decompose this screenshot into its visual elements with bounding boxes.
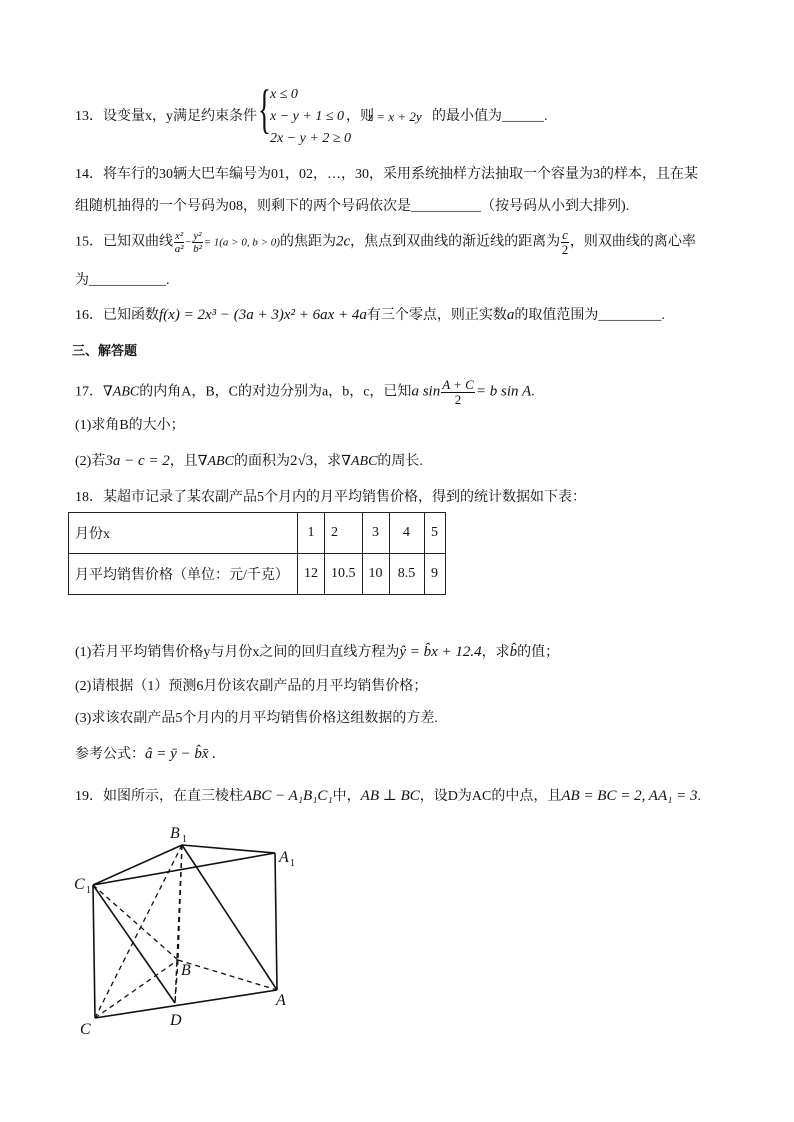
edge-c1-d [93,885,175,1003]
q13-brace: { [258,79,271,139]
q16-mid: 有三个零点，则正实数 [366,308,507,323]
q13-constraint-1: x ≤ 0 [270,87,298,102]
q18-table [68,512,446,595]
q17-p2d: ，求 [313,454,342,469]
section-3-heading: 三、解答题 [72,344,138,359]
q15-mid1: 的焦距为 [279,234,336,250]
q17-p2tri: ∇ABC [197,454,234,469]
q19-mid1: 中， [332,789,361,804]
q15-prefix: 15．已知双曲线 [75,234,173,250]
q18-month: 2 [325,513,363,554]
q13-prefix: 13．设变量x，y满足约束条件 [75,109,257,124]
q18-row2-label: 月平均销售价格（单位：元/千克） [69,554,298,595]
q18-p1b: ，求 [481,645,510,660]
q18-p1a: (1)若月平均销售价格y与月份x之间的回归直线方程为 [75,645,400,660]
edge-b1-b [178,845,182,960]
q17-line [75,378,535,407]
q16-prefix: 16．已知函数 [75,308,159,323]
q15-focal: 2c [335,233,351,250]
q17-part2 [75,452,423,471]
edge-c1-a1 [93,853,275,885]
edge-c1-b [93,885,178,960]
q17-p2b: ，且 [169,454,198,469]
q17-p2a: (2)若 [75,454,106,469]
label-d: D [170,1012,182,1029]
label-a: A [276,992,286,1009]
label-a1-sub: 1 [290,858,295,869]
q18-price: 12 [298,554,325,595]
q19-prefix: 19．如图所示，在直三棱柱 [75,789,243,804]
q15-line1 [75,228,696,257]
table-row [69,513,446,554]
q19-perp: AB ⊥ BC [360,788,420,804]
q18-row1-label: 月份x [69,513,298,554]
q13-mid: ，则 [346,109,374,124]
edge-c1-b1 [93,845,182,885]
edge-b1-c [95,845,182,1018]
q13-objective: z = x + 2y [368,109,422,124]
q19-end: . [697,789,701,804]
label-a1: A [279,849,289,866]
q17-frac: $\frac{A + C}{2}$ [442,377,474,407]
q15-cond: = 1(a > 0, b > 0) [203,236,280,249]
q18-month: 1 [298,513,325,554]
q17-p2area: 2√3 [289,453,314,469]
q19-line [75,787,701,806]
q14-line1: 14．将车行的30辆大巴车编号为01，02，…，30，采用系统抽样方法抽取一个容量为3的样本，且在某 [75,167,698,182]
q17-mid: 的内角A，B，C的对边分别为a，b，c，已知 [139,384,412,400]
q17-part1: (1)求角B的大小； [75,418,185,433]
q18-ref-label: 参考公式： [75,747,145,762]
q18-p1eq: ŷ = b̂x + 12.4 [399,644,482,660]
edge-c-b [95,960,178,1018]
q18-reference [75,745,216,764]
label-c1-sub: 1 [86,885,91,896]
q18-month: 5 [424,513,445,554]
edge-b1-a1 [182,845,275,853]
q18-price: 10.5 [325,554,363,595]
q17-lhs: a sin [411,383,441,400]
q17-p2tri2: ∇ABC [341,454,378,469]
q18-ref-formula: â = ȳ − b̂x̄ . [145,746,217,762]
q18-price: 8.5 [389,554,424,595]
q19-cond: AB = BC = 2, AA₁ = 3 [561,788,698,804]
q13-constraint-2: x − y + 1 ≤ 0 [270,109,345,124]
label-c: C [80,1021,91,1038]
q17-rhs: = b sin A [475,383,532,400]
edge-b1-d [175,845,182,1003]
q16-function: f(x) = 2x³ − (3a + 3)x² + 6ax + 4a [159,307,367,323]
label-b: B [181,962,191,979]
q15-frac-x: $\frac{\text{x²}}{\text{a²}}$ [174,230,184,255]
table-row [69,554,446,595]
q18-part1 [75,643,559,662]
edge-c1-c [93,885,95,1018]
label-c1: C [74,876,85,893]
q13-constraint-3: 2x − y + 2 ≥ 0 [270,131,352,146]
q18-price: 10 [362,554,389,595]
q17-p2e: 的周长. [377,454,423,469]
q16-suffix: 的取值范围为_________. [514,308,665,323]
q18-intro: 18．某超市记录了某农副产品5个月内的月平均销售价格，得到的统计数据如下表： [75,490,586,505]
q15-suffix: ，则双曲线的离心率 [569,234,696,250]
q18-month: 3 [362,513,389,554]
q18-price: 9 [424,554,445,595]
q17-prefix: 17． [75,384,103,400]
q17-p2eq: 3a − c = 2 [105,453,170,469]
q18-p1c: 的值； [517,645,560,660]
edge-a1-a [275,853,277,990]
q19-prism: ABC − A₁B₁C₁ [243,788,333,804]
q15-mid2: ，焦点到双曲线的渐近线的距离为 [350,234,561,250]
edge-b-d [175,960,178,1003]
q18-p1b-hat: b̂ [509,644,518,660]
q15-line2: 为___________. [75,273,170,288]
label-b1-sub: 1 [182,834,187,845]
q14-line2: 组随机抽得的一个号码为08，则剩下的两个号码依次是__________（按号码从小到大排列). [75,199,630,214]
q16-var: a [506,307,515,323]
q16-line [75,306,665,325]
label-b1: B [170,825,180,842]
edge-b1-a [182,845,277,990]
q13-suffix: 的最小值为______. [432,109,548,124]
q17-p2c: 的面积为 [233,454,290,469]
q18-month: 4 [389,513,424,554]
q15-frac-y: $\frac{\text{y²}}{\text{b²}}$ [193,230,202,255]
q19-mid2: ，设D为AC的中点，且 [419,789,562,804]
q18-part2: (2)请根据（1）预测6月份该农副产品的月平均销售价格； [75,679,428,694]
q17-triangle: ∇ABC [103,384,140,400]
q15-frac-c: $\frac{c}{2}$ [561,227,569,257]
q17-end: . [531,384,535,400]
edge-b-a [178,960,277,990]
edge-c-a [95,990,277,1018]
q15-minus: − [185,236,192,249]
q18-part3: (3)求该农副产品5个月内的月平均销售价格这组数据的方差. [75,711,438,726]
